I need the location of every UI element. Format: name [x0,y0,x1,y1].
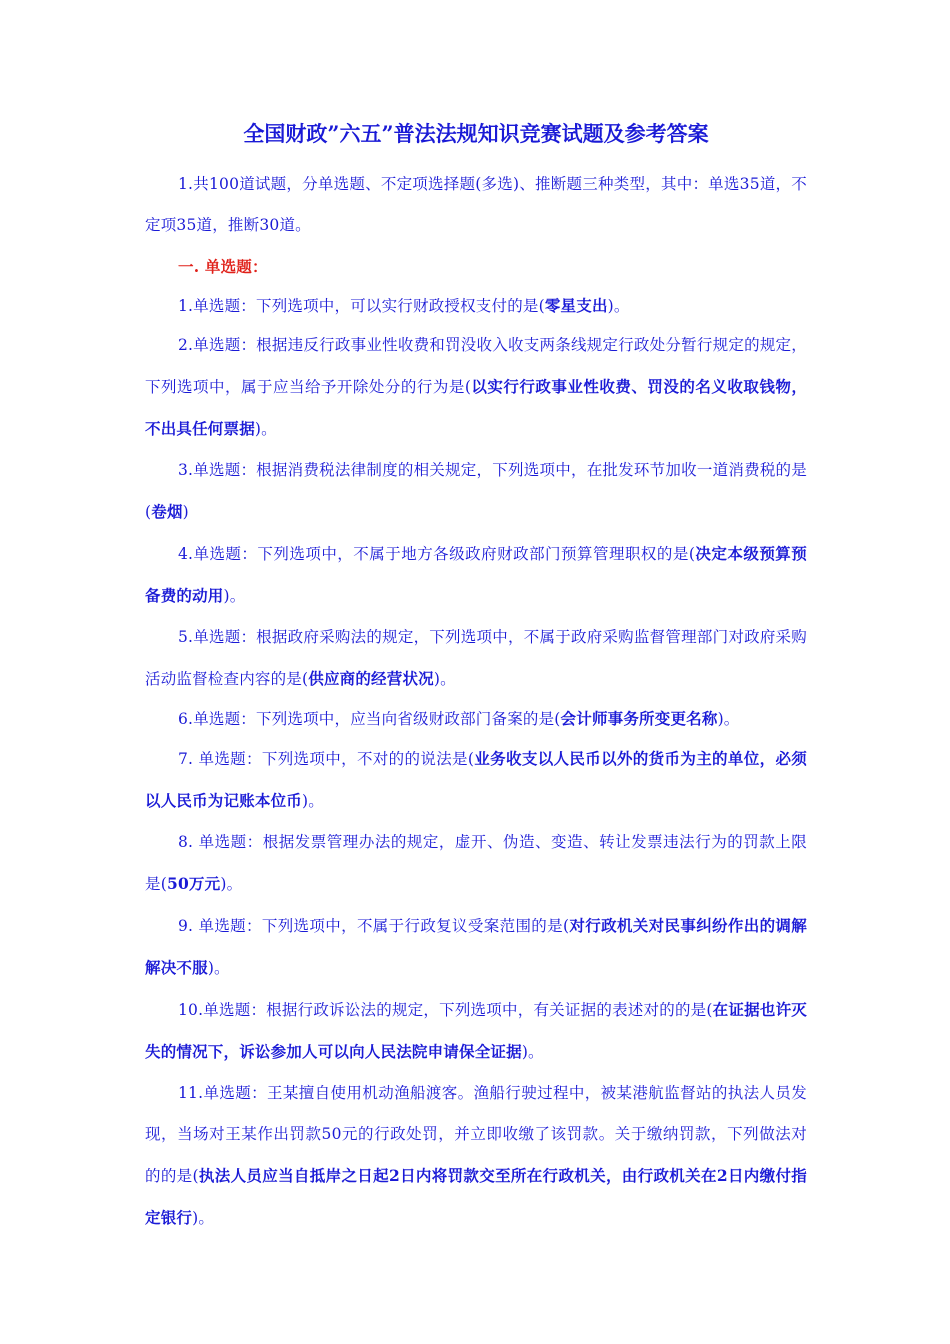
answer-text: 卷烟 [151,502,183,521]
question-5 [145,617,807,700]
answer-text: 执法人员应当自抵岸之日起2日内将罚款交至所在行政机关，由行政机关在2日内缴付指定银行 [145,1166,807,1227]
question-suffix: ) [182,503,189,521]
question-text: 4.单选题：下列选项中，不属于地方各级政府财政部门预算管理职权的是( [178,545,696,563]
intro-paragraph: 1.共100道试题，分单选题、不定项选择题(多选)、推断题三种类型，其中：单选35道，不定项35道，推断30道。 [145,175,807,234]
question-6 [145,700,807,738]
question-suffix: )。 [607,297,630,315]
question-suffix: )。 [223,587,246,605]
question-suffix: )。 [192,1209,215,1227]
question-11 [145,1073,807,1239]
answer-text: 决定本级预算预备费的动用 [145,544,807,605]
answer-text: 以实行行政事业性收费、罚没的名义收取钱物，不出具任何票据 [145,377,808,438]
question-suffix: )。 [207,959,230,977]
question-text: 2.单选题：根据违反行政事业性收费和罚没收入收支两条线规定行政处分暂行规定的规定，下列选项中，属于应当给予开除处分的行为是( [145,336,807,396]
question-8 [145,822,807,905]
question-text: 8. 单选题：根据发票管理办法的规定，虚开、伪造、变造、转让发票违法行为的罚款上限是( [145,833,807,893]
document-title: 全国财政”六五”普法法规知识竞赛试题及参考答案 [243,121,709,146]
question-text: 3.单选题：根据消费税法律制度的相关规定，下列选项中，在批发环节加收一道消费税的是( [145,461,807,521]
question-text: 7. 单选题：下列选项中，不对的的说法是( [178,750,475,768]
question-text: 6.单选题：下列选项中，应当向省级财政部门备案的是( [178,710,561,728]
question-suffix: )。 [254,420,277,438]
question-suffix: )。 [717,710,740,728]
question-1 [145,287,807,325]
question-10 [145,989,807,1073]
question-suffix: )。 [220,875,243,893]
question-text: 1.单选题：下列选项中，可以实行财政授权支付的是( [178,297,545,315]
question-9 [145,905,807,989]
answer-text: 业务收支以人民币以外的货币为主的单位，必须以人民币为记账本位币 [145,749,807,810]
question-text: 5.单选题：根据政府采购法的规定，下列选项中，不属于政府采购监督管理部门对政府采购活动监督检查内容的是( [145,628,807,688]
answer-text: 对行政机关对民事纠纷作出的调解解决不服 [145,916,807,977]
question-text: 9. 单选题：下列选项中，不属于行政复议受案范围的是( [178,917,570,935]
answer-text: 50万元 [166,874,221,893]
document-page [145,118,807,1239]
section-heading: 一. 单选题： [178,257,268,276]
question-text: 10.单选题：根据行政诉讼法的规定，下列选项中，有关证据的表述对的的是( [178,1001,713,1019]
question-suffix: )。 [302,792,324,810]
question-2 [145,325,807,450]
question-7 [145,738,807,822]
question-suffix: )。 [521,1043,544,1061]
question-3 [145,450,807,533]
question-4 [145,533,807,617]
answer-text: 在证据也许灭失的情况下，诉讼参加人可以向人民法院申请保全证据 [145,1000,807,1061]
answer-text: 零星支出 [544,296,608,315]
answer-text: 供应商的经营状况 [308,669,434,688]
answer-text: 会计师事务所变更名称 [560,709,718,728]
question-text: 11.单选题：王某擅自使用机动渔船渡客。渔船行驶过程中，被某港航监督站的执法人员发现，当场对王某作出罚款50元的行政处罚，并立即收缴了该罚款。关于缴纳罚款，下列做法对的的是( [145,1084,807,1185]
question-suffix: )。 [433,670,456,688]
